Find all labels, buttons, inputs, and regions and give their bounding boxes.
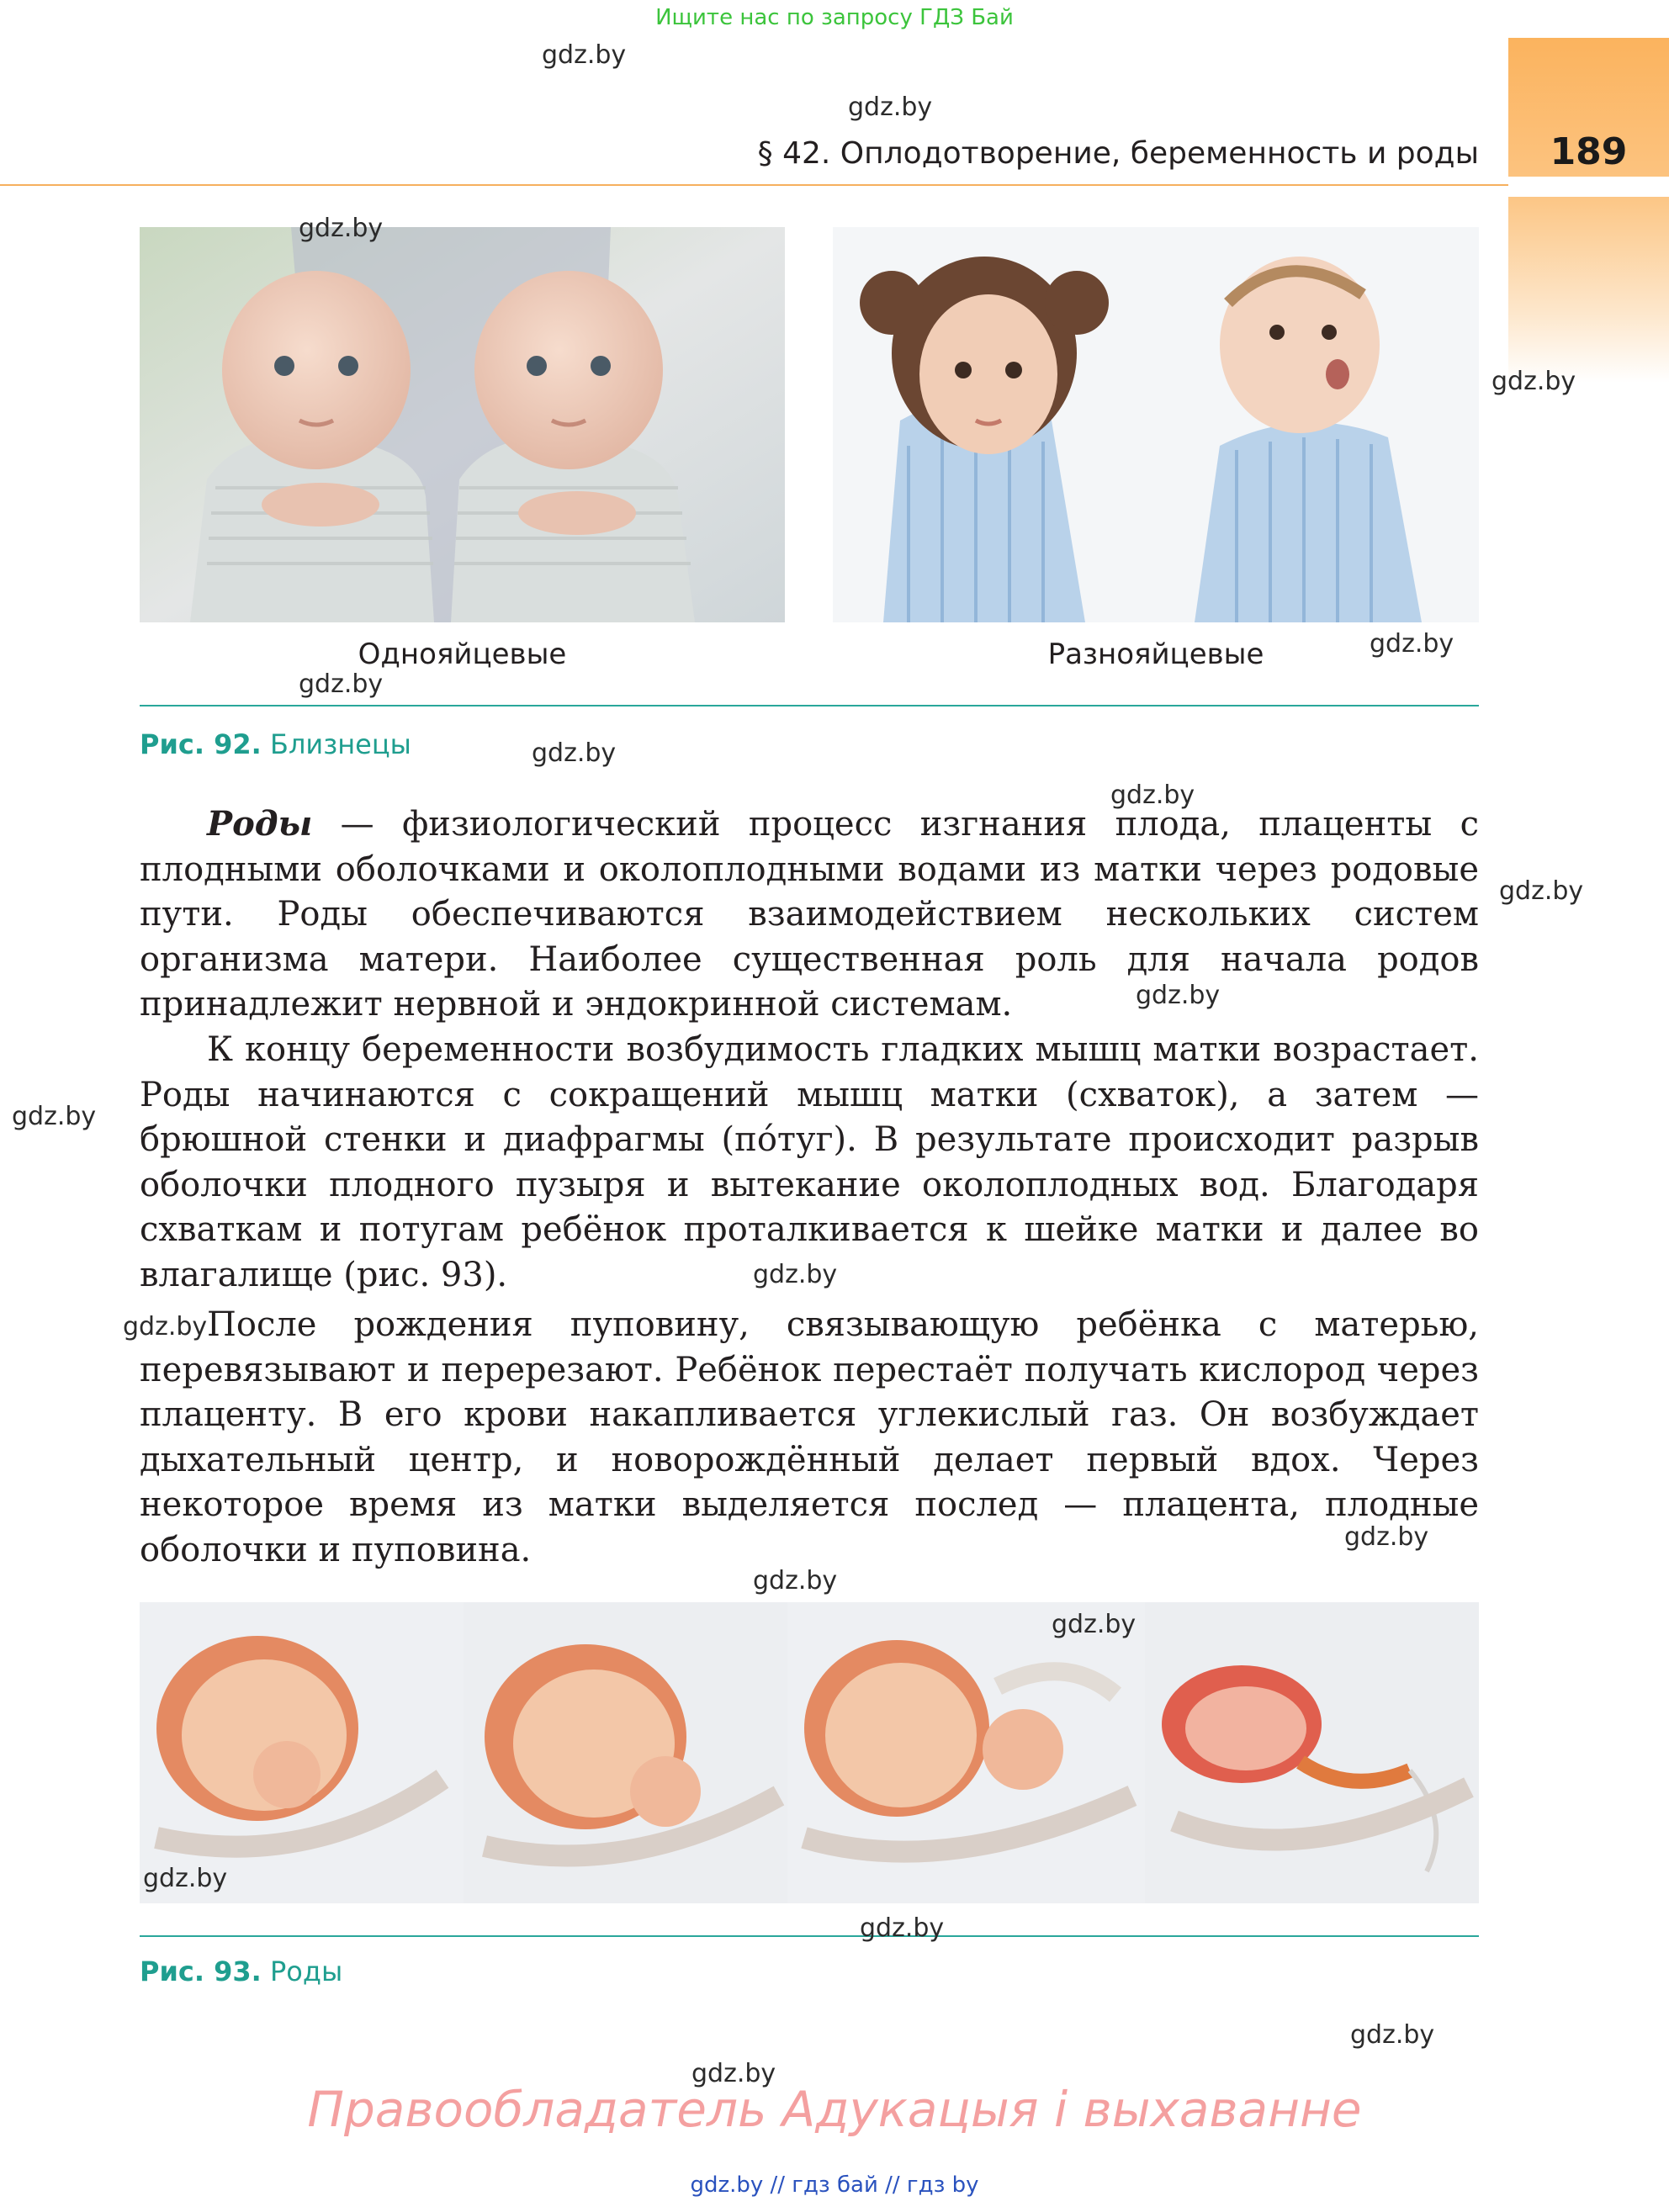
figure92-label <box>140 728 411 760</box>
watermark: gdz.by <box>1052 1610 1137 1639</box>
watermark: gdz.by <box>753 1566 838 1595</box>
fraternal-twins-photo <box>833 227 1479 622</box>
page-tab-gap <box>1508 177 1669 197</box>
childbirth-stages-illustration <box>140 1602 1479 1903</box>
caption-identical: Однояйцевые <box>358 638 567 671</box>
body-paragraph-2 <box>140 1028 1479 1298</box>
watermark: gdz.by <box>1136 981 1221 1010</box>
body-paragraph-3 <box>140 1303 1479 1573</box>
watermark: gdz.by <box>1499 876 1584 906</box>
header-divider <box>0 184 1508 186</box>
watermark: gdz.by <box>12 1102 97 1131</box>
watermark: gdz.by <box>532 738 617 768</box>
watermark: gdz.by <box>1492 367 1576 396</box>
figure93-number: Рис. 93. <box>140 1955 262 1987</box>
page-tab <box>1508 38 1669 383</box>
watermark: gdz.by <box>1350 2020 1435 2050</box>
watermark: gdz.by <box>542 40 627 70</box>
identical-twins-photo <box>140 227 785 622</box>
page-number: 189 <box>1550 130 1628 173</box>
watermark: gdz.by <box>123 1312 208 1341</box>
figure92-title: Близнецы <box>270 728 411 760</box>
p3-text: После рождения пуповину, связывающую ребёнка с матерью, перевязывают и перерезают. Ребёнок перестаёт получать кислород через плаценту. В его крови накапливается углекислый газ. Он возбуждает дыхательный центр, и новорождённый делает первый вдох. Через некоторое время из матки выделяется послед — плацента, плодные оболочки и пуповина. <box>140 1305 1479 1569</box>
figure92-divider <box>140 705 1479 706</box>
term-rody: Роды <box>207 804 313 844</box>
body-paragraph-1 <box>140 802 1479 1028</box>
watermark: gdz.by <box>860 1913 945 1943</box>
caption-fraternal: Разнояйцевые <box>1047 638 1264 671</box>
watermark: gdz.by <box>1344 1522 1429 1552</box>
figure93-divider <box>140 1935 1479 1937</box>
watermark: gdz.by <box>1370 629 1454 659</box>
figure93-label <box>140 1955 342 1987</box>
figure93-title: Роды <box>270 1955 343 1987</box>
promo-banner[interactable]: Ищите нас по запросу ГДЗ Бай <box>655 5 1014 30</box>
watermark: gdz.by <box>299 669 384 699</box>
p2-text: К концу беременности возбудимость гладких мышц матки возрастает. Роды начинаются с сокращений мышц матки (схваток), а затем — брюшной стенки и диафрагмы (по́туг). В результате происходит разрыв оболочки плодного пузыря и вытекание околоплодных вод. Благодаря схваткам и потугам ребёнок проталкивается к шейке матки и далее во влагалище (рис. 93). <box>140 1030 1479 1294</box>
copyright-holder: Правообладатель Адукацыя і выхаванне <box>307 2081 1362 2138</box>
figure92-number: Рис. 92. <box>140 728 262 760</box>
watermark: gdz.by <box>1110 781 1195 810</box>
footer-links[interactable]: gdz.by // гдз бай // гдз by <box>690 2172 979 2198</box>
p1-text: — физиологический процесс изгнания плода, плаценты с плодными оболочками и околоплодными водами из матки через родовые пути. Роды обеспечиваются взаимодействием нескольких систем организма матери. Наиболее существенная роль для начала родов принадлежит нервной и эндокринной системам. <box>140 805 1479 1024</box>
watermark: gdz.by <box>299 214 384 243</box>
watermark: gdz.by <box>143 1864 228 1893</box>
watermark: gdz.by <box>848 93 933 122</box>
watermark: gdz.by <box>691 2059 776 2088</box>
section-title: § 42. Оплодотворение, беременность и роды <box>757 136 1479 171</box>
watermark: gdz.by <box>753 1260 838 1289</box>
